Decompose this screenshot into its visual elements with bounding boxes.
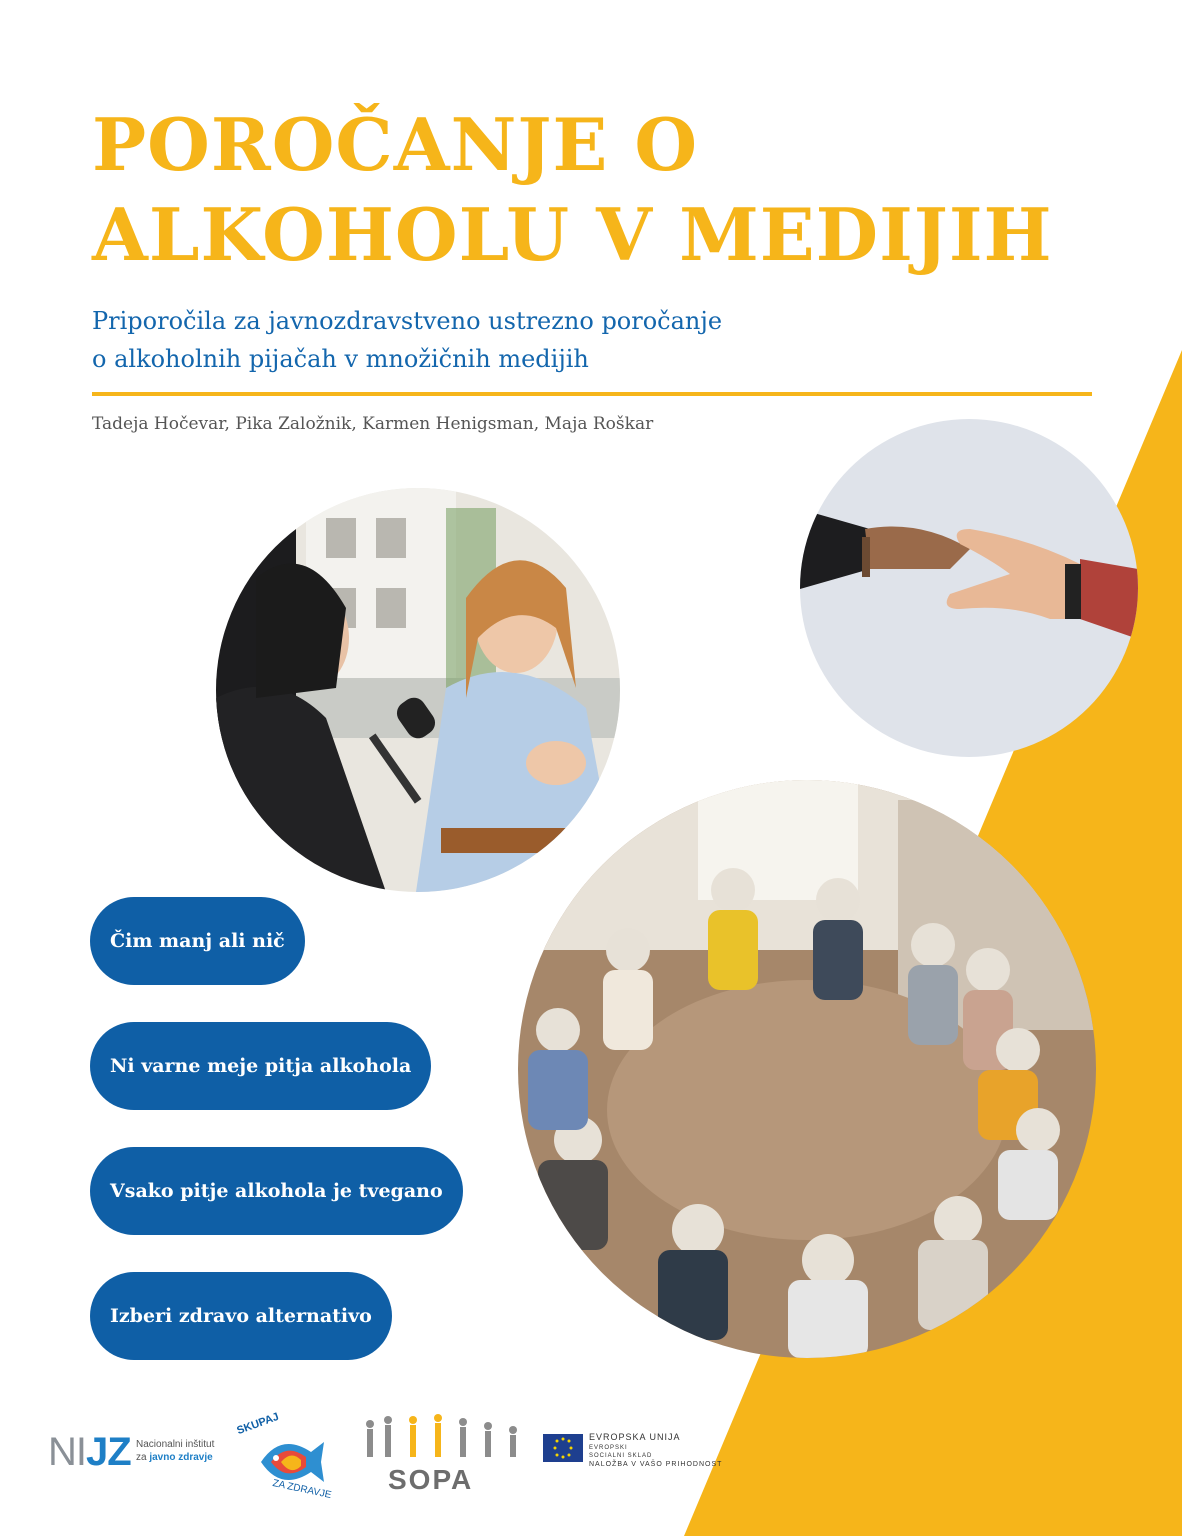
eu-logo: EVROPSKA UNIJA EVROPSKI SOCIALNI SKLAD NALOŽBA V VAŠO PRIHODNOST	[543, 1422, 763, 1482]
people-silhouettes-icon	[358, 1412, 528, 1467]
message-pill-1: Čim manj ali nič	[90, 897, 305, 985]
nijz-logo: NIJZ	[48, 1430, 131, 1474]
authors: Tadeja Hočevar, Pika Založnik, Karmen Henigsman, Maja Roškar	[92, 414, 654, 434]
message-pill-4: Izberi zdravo alternativo	[90, 1272, 392, 1360]
nijz-logo-text: Nacionalni inštitut za javno zdravje	[136, 1439, 215, 1463]
message-pill-2: Ni varne meje pitja alkohola	[90, 1022, 431, 1110]
fish-icon	[256, 1432, 326, 1487]
title-line-1: POROČANJE O	[92, 102, 699, 187]
message-pill-3: Vsako pitje alkohola je tvegano	[90, 1147, 463, 1235]
divider-rule	[92, 392, 1092, 396]
subtitle	[92, 302, 722, 378]
interview-photo	[216, 488, 620, 892]
page-title	[92, 100, 1053, 280]
footer-logos	[0, 1400, 760, 1510]
sopa-logo: SOPA	[358, 1412, 528, 1502]
handshake-photo	[800, 419, 1138, 757]
support-group-photo	[518, 780, 1096, 1358]
eu-flag-icon	[543, 1434, 583, 1462]
skupaj-za-zdravje-logo: SKUPAJ ZA ZDRAVJE	[235, 1410, 333, 1502]
subtitle-line-2: o alkoholnih pijačah v množičnih medijih	[92, 345, 589, 373]
subtitle-line-1: Priporočila za javnozdravstveno ustrezno poročanje	[92, 307, 723, 335]
title-line-2: ALKOHOLU V MEDIJIH	[92, 192, 1053, 277]
